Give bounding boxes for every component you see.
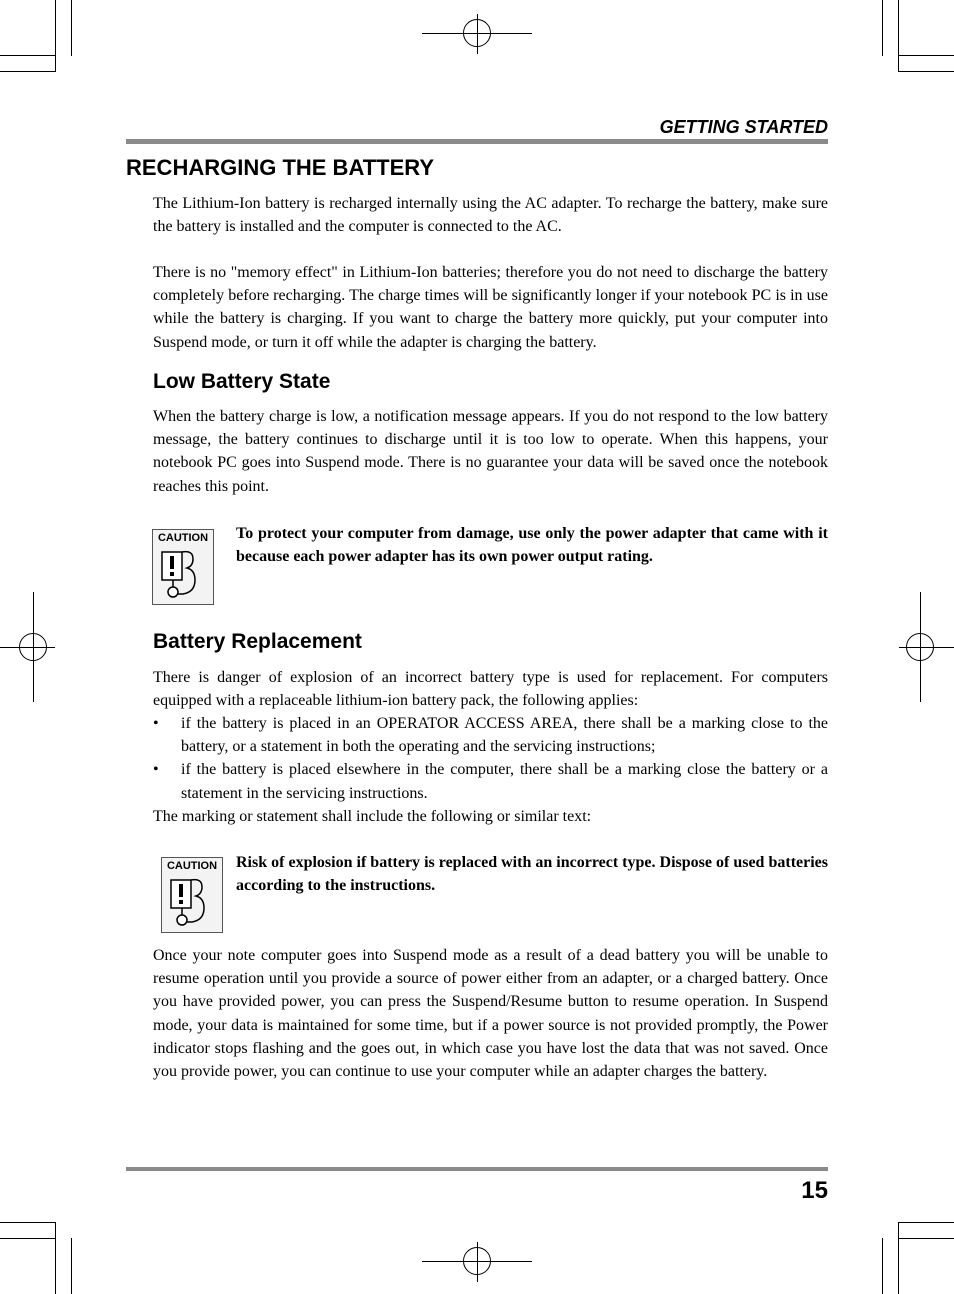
intro-paragraph-1: The Lithium-Ion battery is recharged internally using the AC adapter. To recharge the battery, make sure the battery is installed and the computer is connected to the AC. xyxy=(153,195,828,236)
page-heading: RECHARGING THE BATTERY xyxy=(126,155,434,180)
low-battery-heading: Low Battery State xyxy=(153,370,331,393)
caution-hand-exclamation-icon xyxy=(159,546,207,602)
closing-paragraph: Once your note computer goes into Suspend mode as a result of a dead battery you will be unable to resume operation until you provide a source of power either from an adapter, or a charged battery. Once you have provided power, you can press the Suspend/Resume button to resume operation. In Suspend mode, your data is maintained for some time, but if a power source is not provided promptly, the Power indicator stops flashing and the goes out, in which case you have lost the data that was not saved. Once you provide power, you can continue to use your computer while an adapter charges the battery. xyxy=(153,947,828,1081)
list-item: • if the battery is placed in an OPERATOR ACCESS AREA, there shall be a marking close to the battery, or a statement in both the operating and the servicing instructions; xyxy=(153,712,828,758)
bullet-icon: • xyxy=(153,761,159,779)
marking-statement-paragraph: The marking or statement shall include the following or similar text: xyxy=(153,808,592,825)
bullet-icon: • xyxy=(153,715,159,732)
caution-2-text: Risk of explosion if battery is replaced with an incorrect type. Dispose of used batteries according to the instructions. xyxy=(236,854,828,895)
low-battery-paragraph: When the battery charge is low, a notification message appears. If you do not respond to the low battery message, the battery continues to discharge until it is too low to operate. When this happens, your notebook PC goes into Suspend mode. There is no guarantee your data will be saved once the notebook reaches this point. xyxy=(153,408,828,495)
intro-paragraph-2: There is no "memory effect" in Lithium-Ion batteries; therefore you do not need to discharge the battery completely before recharging. The charge times will be significantly longer if your notebook PC is in use while the battery is charging. If you want to charge the battery more quickly, put your computer into Suspend mode, or turn it off while the adapter is charging the battery. xyxy=(153,264,828,351)
page-number: 15 xyxy=(801,1177,828,1204)
footer-rule xyxy=(126,1167,828,1171)
caution-icon-box xyxy=(161,857,223,933)
caution-label: CAUTION xyxy=(157,532,209,544)
caution-1-text: To protect your computer from damage, use only the power adapter that came with it because each power adapter has its own power output rating. xyxy=(236,525,828,566)
list-item: • if the battery is placed elsewhere in the computer, there shall be a marking close the battery or a statement in the servicing instructions. xyxy=(153,758,828,804)
replacement-paragraph: There is danger of explosion of an incorrect battery type is used for replacement. For computers equipped with a replaceable lithium-ion battery pack, the following applies: xyxy=(153,669,828,710)
header-rule xyxy=(126,139,828,144)
running-header: GETTING STARTED xyxy=(659,117,828,137)
caution-hand-exclamation-icon xyxy=(168,874,216,930)
caution-label: CAUTION xyxy=(166,860,218,872)
caution-icon-box xyxy=(152,529,214,605)
battery-replacement-heading: Battery Replacement xyxy=(153,630,362,653)
replacement-bullet-list xyxy=(153,712,828,805)
